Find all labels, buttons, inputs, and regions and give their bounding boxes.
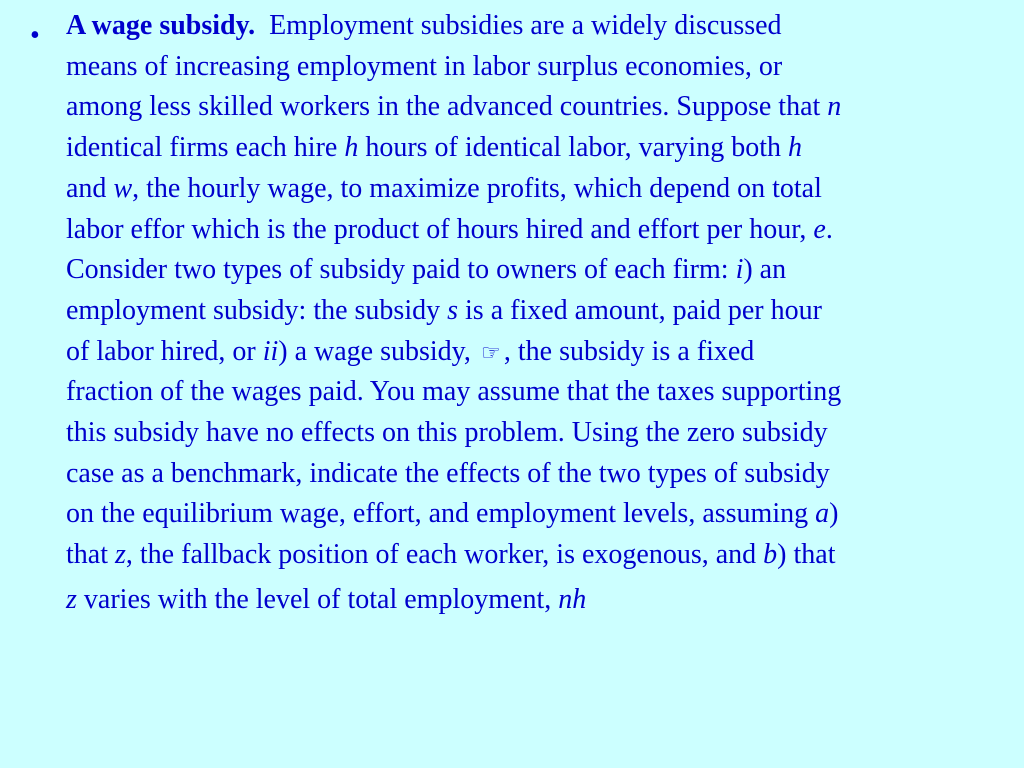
paragraph-line-14 (66, 536, 835, 574)
paragraph-line-8 (66, 292, 822, 330)
text-segment: among less skilled workers in the advanced countries. Suppose that (66, 91, 828, 123)
paragraph-line-12 (66, 455, 830, 493)
paragraph-line-10 (66, 373, 841, 411)
variable-b: b (763, 539, 778, 571)
text-segment: ) that (777, 539, 836, 571)
paragraph-line-1 (66, 7, 782, 45)
paragraph-line-15 (66, 581, 586, 619)
text-segment: means of increasing employment in labor surplus economies, or (66, 50, 783, 82)
paragraph-line-6 (66, 211, 833, 249)
paragraph-line-11 (66, 414, 828, 452)
text-segment: is a fixed amount, paid per hour (458, 294, 822, 326)
text-segment: and (66, 172, 114, 204)
paragraph-line-4 (66, 129, 802, 167)
text-segment: case as a benchmark, indicate the effects of the two types of subsidy (66, 457, 830, 489)
text-segment: that (66, 539, 115, 571)
text-segment: employment subsidy: the subsidy (66, 294, 448, 326)
bullet-dot: • (30, 20, 40, 51)
text-segment: ) (829, 498, 839, 530)
variable-h: h (344, 132, 359, 164)
text-segment: Employment subsidies are a widely discussed (269, 10, 782, 41)
paragraph-line-2 (66, 48, 782, 86)
text-segment: Consider two types of subsidy paid to owners of each firm: (66, 254, 736, 286)
variable-h: h (788, 132, 802, 164)
text-segment: ) an (743, 254, 787, 286)
text-segment: , the hourly wage, to maximize profits, which depend on total (132, 172, 822, 204)
variable-n: n (827, 91, 842, 123)
paragraph-line-9 (66, 333, 754, 371)
variable-w: w (113, 172, 133, 204)
variable-i: i (735, 254, 744, 286)
text-segment: labor effor which is the product of hours hired and effort per hour, (66, 213, 814, 245)
text-segment: . (825, 213, 833, 245)
text-segment: hours of identical labor, varying both (358, 132, 788, 164)
text-segment: of labor hired, or (66, 335, 263, 367)
text-segment: , the fallback position of each worker, is exogenous, and (125, 539, 764, 571)
variable-nh: nh (558, 584, 587, 615)
paragraph-line-7 (66, 251, 786, 289)
text-segment: , the subsidy is a fixed (503, 335, 755, 367)
paragraph-line-5 (66, 170, 822, 208)
variable-a: a (815, 498, 830, 530)
text-segment: on the equilibrium wage, effort, and employment levels, assuming (66, 498, 816, 530)
text-segment: varies with the level of total employment, (76, 584, 559, 615)
bullet-lead-heading: A wage subsidy. (66, 10, 256, 41)
text-segment: fraction of the wages paid. You may assume that the taxes supporting (66, 376, 842, 408)
variable-s: s (447, 294, 459, 326)
variable-e: e (813, 213, 826, 245)
text-segment: this subsidy have no effects on this problem. Using the zero subsidy (66, 417, 828, 448)
variable-z: z (66, 584, 77, 615)
variable-ii: ii (262, 335, 279, 367)
paragraph-line-13 (66, 495, 838, 533)
text-segment: ) a wage subsidy, (278, 335, 478, 367)
paragraph-line-3 (66, 88, 841, 126)
variable-z: z (115, 539, 126, 571)
pointing-hand-icon: ☞ (481, 339, 501, 365)
text-segment: identical firms each hire (66, 132, 345, 164)
